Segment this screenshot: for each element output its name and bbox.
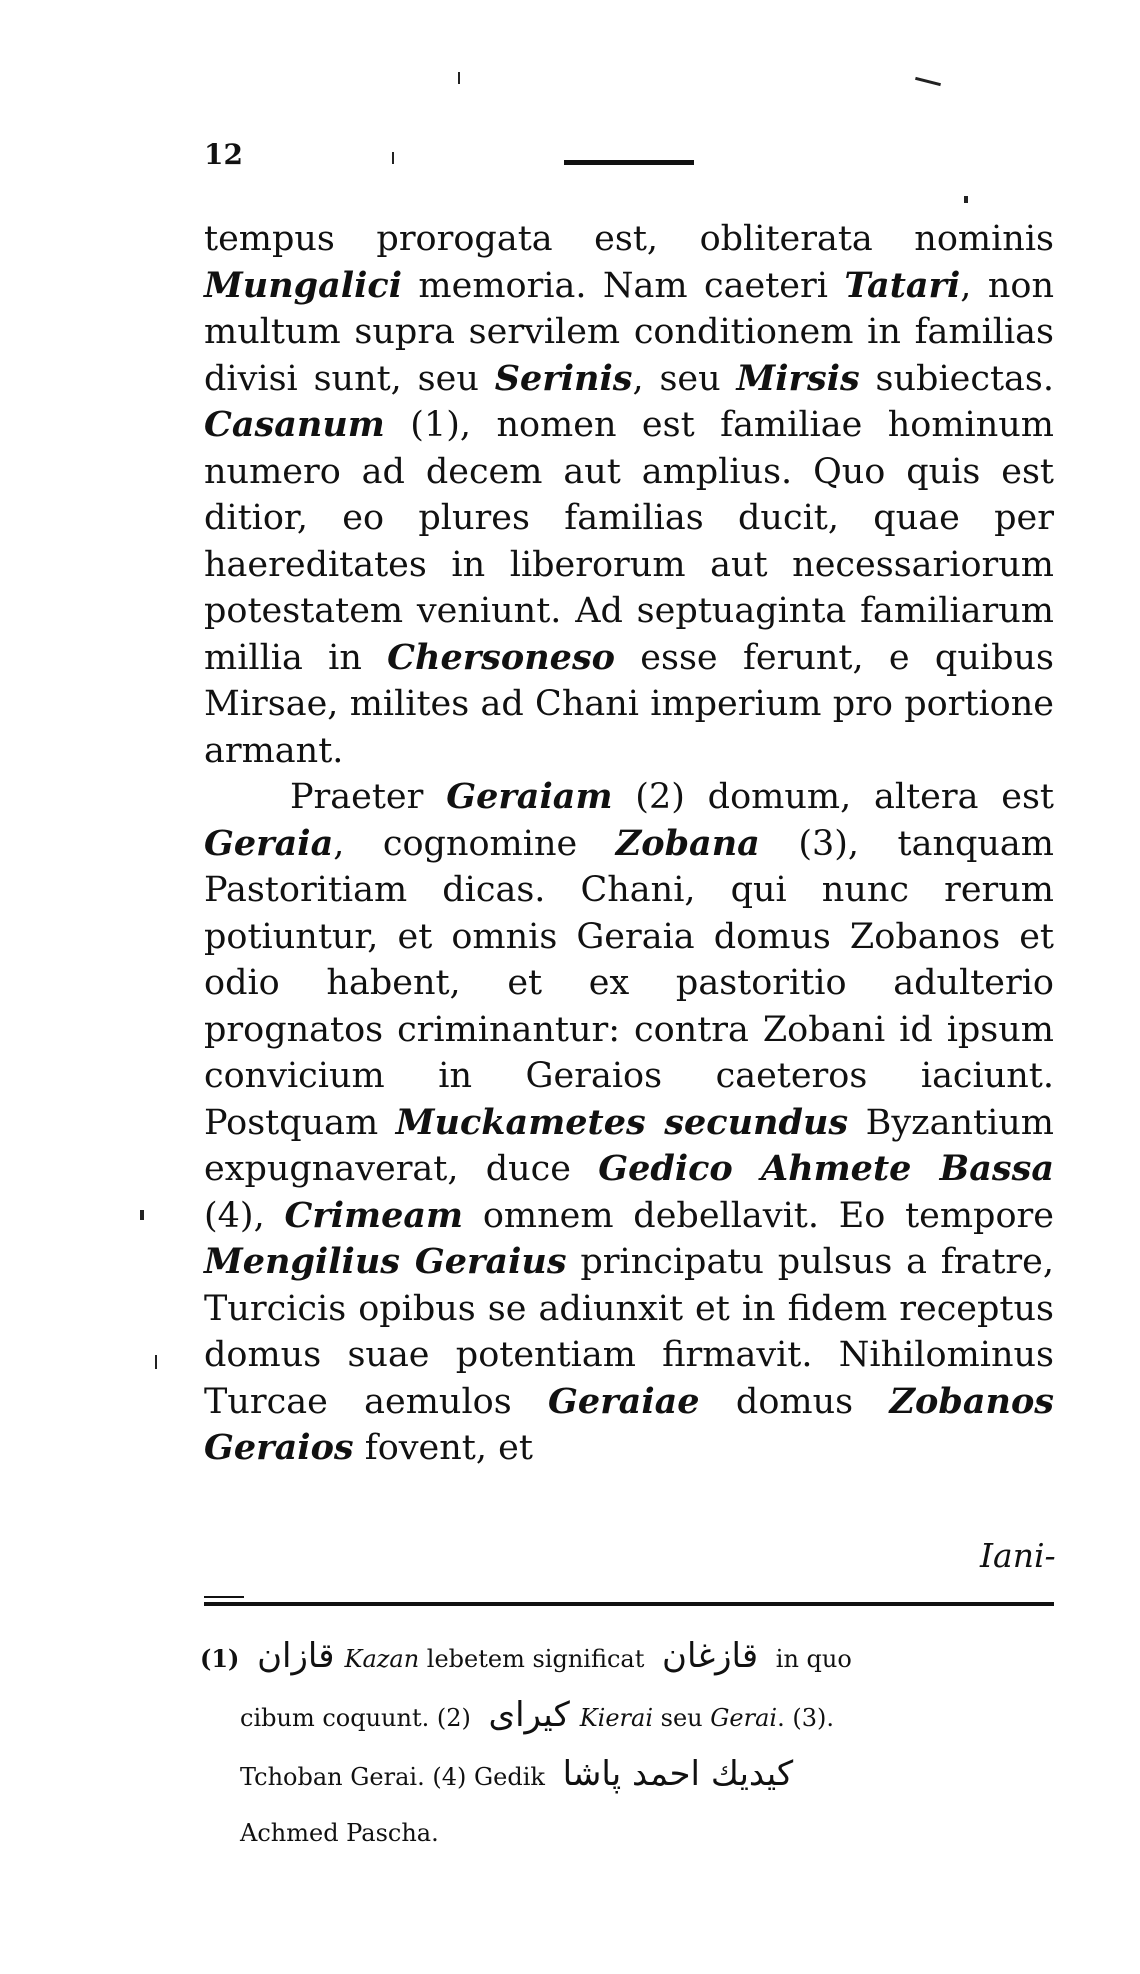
arabic-word: قازغان	[662, 1636, 759, 1676]
italic-name: Tatari	[844, 264, 961, 306]
running-header	[204, 138, 984, 174]
italic-name: Chersoneso	[387, 636, 615, 678]
arabic-word: كيراى	[488, 1695, 570, 1735]
italic-name: Geraia	[204, 822, 334, 864]
print-speck	[964, 196, 968, 203]
text-run: omnem debellavit. Eo tempore	[463, 1195, 1054, 1236]
text-run: (2) domum, altera est	[612, 777, 1054, 817]
text-run: , non multum supra servilem conditionem in familias divisi sunt, seu	[204, 265, 1054, 399]
text-run: domus	[699, 1381, 890, 1422]
text-run: in quo	[768, 1645, 852, 1673]
print-speck	[155, 1355, 157, 1369]
italic-name: Muckametes secundus	[395, 1101, 849, 1143]
text-run: esse ferunt, e quibus Mirsae, milites ad Chani imperium pro portione armant.	[204, 637, 1054, 771]
body-text	[204, 216, 1054, 1472]
italic-name: Zobana	[615, 822, 760, 864]
print-speck	[140, 1210, 144, 1220]
italic-name: Zobanos Geraios	[204, 1380, 1054, 1468]
italic-name: Kierai	[579, 1704, 654, 1732]
text-run: Byzantium expugnaverat, duce	[204, 1102, 1054, 1189]
text-run: Achmed Pascha.	[240, 1819, 439, 1847]
paragraph-1	[204, 216, 1054, 774]
text-run: , cognomine	[333, 823, 616, 864]
text-run: memoria. Nam caeteri	[402, 265, 845, 306]
print-speck	[458, 72, 460, 84]
italic-name: Mungalici	[204, 264, 402, 306]
text-run: (4),	[204, 1195, 285, 1236]
header-ornament-rule	[564, 160, 694, 165]
arabic-word: قازان	[257, 1636, 335, 1676]
italic-name: Gedico Ahmete Bassa	[598, 1148, 1055, 1189]
catchword: Iani-	[980, 1536, 1056, 1575]
footnotes	[200, 1628, 1056, 1861]
text-run: (3), tanquam Pastoritiam dicas. Chani, qui nunc rerum potiuntur, et omnis Geraia domus Zobanos et odio habent, et ex pastoritio adulterio prognatos criminantur: contra Zobani id ipsum convicium in Geraios caeteros iaciunt. Postquam	[204, 823, 1054, 1143]
italic-name: Geraiae	[548, 1380, 700, 1422]
arabic-word: كيديك احمد پاشا	[562, 1754, 794, 1794]
text-run: fovent, et	[353, 1428, 533, 1468]
italic-name: Crimeam	[284, 1194, 464, 1236]
italic-name: Mengilius Geraius	[204, 1241, 567, 1282]
print-speck	[392, 152, 394, 164]
footnote-line-3	[200, 1746, 1056, 1805]
footnote-separator-rule	[204, 1602, 1054, 1606]
italic-name: Gerai	[710, 1704, 778, 1732]
text-run: . (3).	[777, 1704, 834, 1732]
footnote-line-1	[200, 1628, 1056, 1687]
footnote-line-2	[200, 1687, 1056, 1746]
text-run: Tchoban Gerai. (4) Gedik	[240, 1763, 553, 1791]
text-run: principatu pulsus a fratre, Turcicis opibus se adiunxit et in fidem receptus domus suae potentiam firmavit. Nihilominus Turcae aemulos	[204, 1242, 1054, 1422]
text-run: subiectas.	[859, 358, 1054, 399]
text-run: Praeter	[290, 777, 447, 817]
paragraph-2	[204, 774, 1054, 1472]
text-run: (1), nomen est familiae hominum numero ad decem aut amplius. Quo quis est ditior, eo plures familias ducit, quae per haereditates in liberorum aut necessariorum potestatem veniunt. Ad septuaginta familiarum millia in	[204, 405, 1054, 678]
text-run: tempus prorogata est, obliterata nominis	[204, 219, 1054, 259]
footnote-line-4	[200, 1805, 1056, 1861]
italic-name: Mirsis	[736, 357, 860, 399]
text-run: , seu	[632, 358, 737, 399]
footnote-number: (1)	[200, 1644, 240, 1673]
print-speck	[915, 77, 941, 86]
italic-name: Geraiam	[446, 776, 613, 817]
italic-name: Serinis	[494, 357, 633, 399]
text-run: seu	[653, 1704, 711, 1732]
page-number: 12	[204, 138, 243, 171]
footnote-rule-accent	[204, 1596, 244, 1598]
italic-name: Casanum	[204, 404, 385, 445]
text-run: lebetem significat	[419, 1645, 652, 1673]
italic-name: Kazan	[344, 1645, 420, 1673]
text-run: cibum coquunt. (2)	[240, 1704, 479, 1732]
